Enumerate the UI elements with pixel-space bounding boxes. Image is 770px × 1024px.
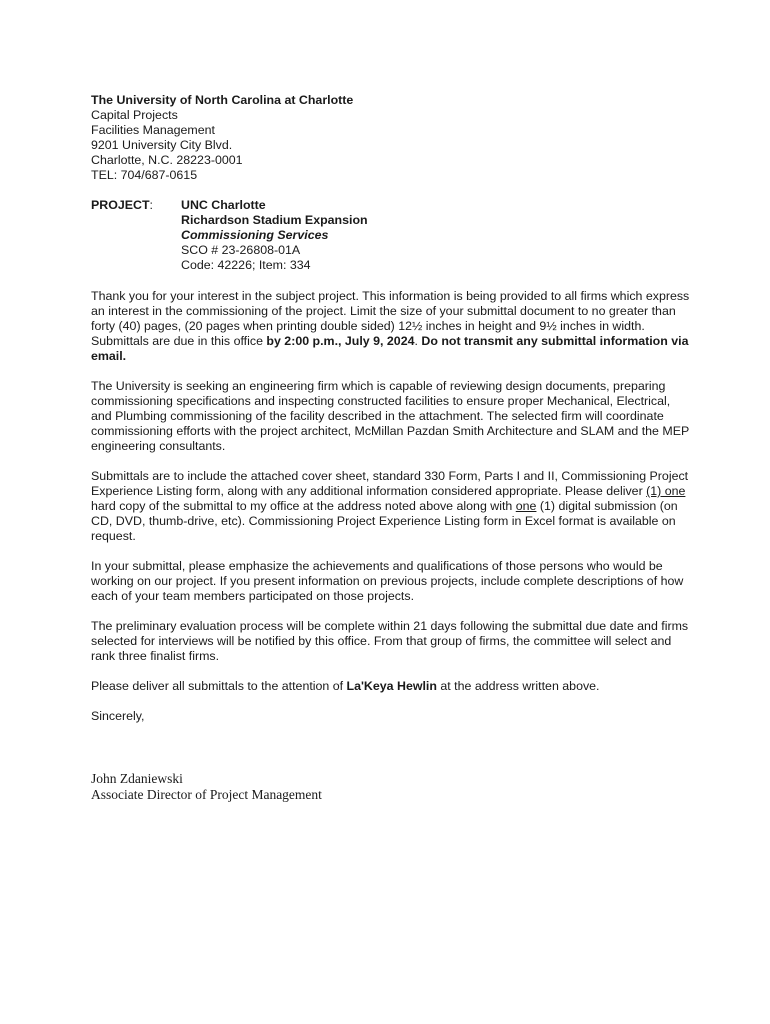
street-address: 9201 University City Blvd.	[91, 138, 233, 152]
department-name: Capital Projects	[91, 108, 178, 122]
signer-title: Associate Director of Project Management	[91, 787, 322, 802]
paragraph-emphasis: In your submittal, please emphasize the achievements and qualifications of those persons who would be working on our project. If you present information on previous projects, include complete descriptions of how each of your team members participated on those projects.	[91, 559, 684, 603]
project-sco: SCO # 23-26808-01A	[181, 243, 301, 257]
project-details	[181, 198, 368, 273]
project-block	[91, 198, 691, 273]
paragraph-evaluation: The preliminary evaluation process will be complete within 21 days following the submittal due date and firms selected for interviews will be notified by this office. From that group of firms, the committee will select and rank three finalist firms.	[91, 619, 689, 663]
paragraph-submittal-contents: Submittals are to include the attached cover sheet, standard 330 Form, Parts I and II, Commissioning Project Experience Listing form, along with any additional information considered appropriate. Please deliver (1) one hard copy of the submittal to my office at the address noted above along with one (1) digital submission (on CD, DVD, thumb-drive, etc). Commissioning Project Experience Listing form in Excel format is available on request.	[91, 469, 689, 543]
signer-name: John Zdaniewski	[91, 771, 183, 786]
project-title: Richardson Stadium Expansion	[181, 213, 368, 227]
institution-name: The University of North Carolina at Charlotte	[91, 93, 354, 107]
hard-copy-count: (1) one	[646, 484, 686, 498]
submittal-deadline: by 2:00 p.m., July 9, 2024	[266, 334, 415, 348]
digital-copy-count: one	[515, 499, 537, 513]
city-address: Charlotte, N.C. 28223-0001	[91, 153, 243, 167]
salutation: Sincerely,	[91, 709, 145, 723]
email-notice: Do not transmit any submittal information via email.	[91, 334, 689, 363]
project-code: Code: 42226; Item: 334	[181, 258, 311, 272]
letterhead	[91, 93, 691, 183]
division-name: Facilities Management	[91, 123, 215, 137]
signature-block	[91, 771, 691, 803]
paragraph-submittal-limits: Thank you for your interest in the subject project. This information is being provided to all firms which express an interest in the commissioning of the project. Limit the size of your submittal document to no greater than forty (40) pages, (20 pages when printing double sided) 12½ inches in height and 9½ inches in width. Submittals are due in this office by 2:00 p.m., July 9, 2024. Do not transmit any submittal information via email.	[91, 289, 690, 363]
project-name: UNC Charlotte	[181, 198, 266, 212]
project-label: PROJECT:	[91, 198, 153, 212]
paragraph-delivery: Please deliver all submittals to the attention of La'Keya Hewlin at the address written above.	[91, 679, 600, 693]
contact-name: La'Keya Hewlin	[346, 679, 437, 693]
project-services: Commissioning Services	[181, 228, 329, 242]
phone-number: TEL: 704/687-0615	[91, 168, 198, 182]
letter	[91, 93, 691, 803]
paragraph-scope: The University is seeking an engineering firm which is capable of reviewing design documents, preparing commissioning specifications and inspecting constructed facilities to ensure proper Mechanical, Electrical, and Plumbing commissioning of the facility described in the attachment. The selected firm will coordinate commissioning efforts with the project architect, McMillan Pazdan Smith Architecture and SLAM and the MEP engineering consultants.	[91, 379, 690, 453]
